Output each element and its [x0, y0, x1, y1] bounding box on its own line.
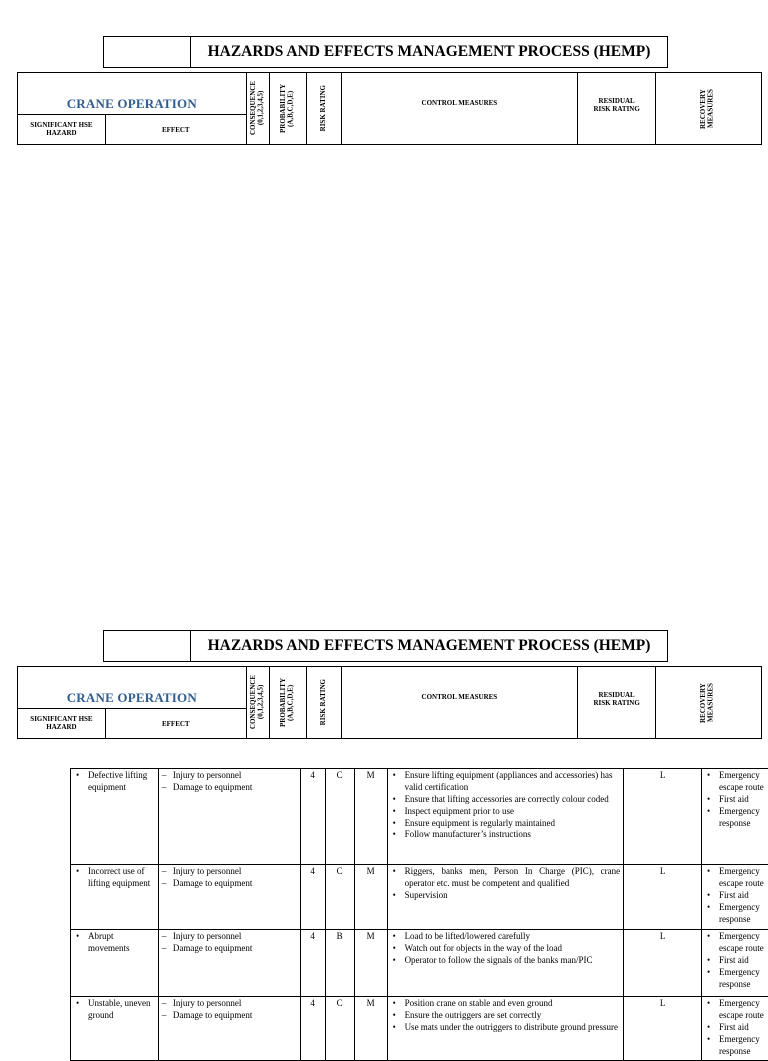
effect-header: EFFECT: [105, 115, 246, 145]
title-box: [103, 36, 668, 68]
effect-cell: – Injury to personnel – Damage to equipment: [158, 930, 300, 997]
document-title: HAZARDS AND EFFECTS MANAGEMENT PROCESS (HEMP): [191, 37, 667, 67]
consequence-cell: 4: [300, 865, 325, 930]
table-row: [71, 930, 768, 997]
recovery-cell: • Emergency escape route • First aid • Emergency response: [701, 930, 768, 997]
recovery-measures-header: RECOVERY MEASURES: [656, 667, 762, 739]
recovery-cell: • Emergency escape route • First aid • Emergency response: [701, 769, 768, 865]
probability-cell: B: [325, 930, 354, 997]
crane-operation-heading: CRANE OPERATION: [18, 73, 247, 115]
consequence-cell: 4: [300, 997, 325, 1061]
probability-cell: C: [325, 769, 354, 865]
header-table: [17, 666, 762, 739]
risk-cell: M: [354, 930, 387, 997]
control-measures-header: CONTROL MEASURES: [341, 73, 578, 145]
table-row: [71, 769, 768, 865]
effect-header: EFFECT: [105, 709, 246, 739]
hazard-cell: • Defective lifting equipment: [71, 769, 159, 865]
title-blank-cell: [104, 631, 191, 661]
hazard-cell: • Abrupt movements: [71, 930, 159, 997]
recovery-measures-header: RECOVERY MEASURES: [656, 73, 762, 145]
probability-header: PROBABILITY (A,B,C,D,E): [269, 73, 306, 145]
document-title: HAZARDS AND EFFECTS MANAGEMENT PROCESS (HEMP): [191, 631, 667, 661]
consequence-header: CONSEQUENCE (0,1,2,3,4,5): [246, 73, 269, 145]
header-table: [17, 72, 762, 145]
table-row: [71, 865, 768, 930]
title-box: [103, 630, 668, 662]
hazard-cell: • Incorrect use of lifting equipment: [71, 865, 159, 930]
significant-hazard-header: SIGNIFICANT HSE HAZARD: [18, 709, 106, 739]
recovery-cell: • Emergency escape route • First aid • Emergency response: [701, 865, 768, 930]
hazard-cell: • Unstable, uneven ground: [71, 997, 159, 1061]
recovery-cell: • Emergency escape route • First aid • Emergency response: [701, 997, 768, 1061]
crane-operation-heading: CRANE OPERATION: [18, 667, 247, 709]
effect-cell: – Injury to personnel – Damage to equipment: [158, 769, 300, 865]
title-blank-cell: [104, 37, 191, 67]
residual-risk-header: RESIDUAL RISK RATING: [578, 667, 656, 739]
controls-cell: • Load to be lifted/lowered carefully • Watch out for objects in the way of the load • Operator to follow the signals of the banks man/PIC: [387, 930, 624, 997]
effect-cell: – Injury to personnel – Damage to equipment: [158, 865, 300, 930]
risk-rating-header: RISK RATING: [306, 73, 341, 145]
residual-cell: L: [624, 769, 702, 865]
controls-cell: • Position crane on stable and even ground • Ensure the outriggers are set correctly • Use mats under the outriggers to distribute ground pressure: [387, 997, 624, 1061]
probability-cell: C: [325, 997, 354, 1061]
residual-cell: L: [624, 997, 702, 1061]
significant-hazard-header: SIGNIFICANT HSE HAZARD: [18, 115, 106, 145]
risk-cell: M: [354, 769, 387, 865]
probability-cell: C: [325, 865, 354, 930]
table-row: [71, 997, 768, 1061]
residual-cell: L: [624, 930, 702, 997]
effect-cell: – Injury to personnel – Damage to equipment: [158, 997, 300, 1061]
consequence-cell: 4: [300, 769, 325, 865]
probability-header: PROBABILITY (A,B,C,D,E): [269, 667, 306, 739]
consequence-header: CONSEQUENCE (0,1,2,3,4,5): [246, 667, 269, 739]
controls-cell: • Ensure lifting equipment (appliances and accessories) has valid certification • Ensure that lifting accessories are correctly colour coded • Inspect equipment prior to use • Ensure equipment is regularly maintained • Follow manufacturer’s instructions: [387, 769, 624, 865]
risk-rating-header: RISK RATING: [306, 667, 341, 739]
controls-cell: • Riggers, banks men, Person In Charge (PIC), crane operator etc. must be competent and qualified • Supervision: [387, 865, 624, 930]
residual-risk-header: RESIDUAL RISK RATING: [578, 73, 656, 145]
risk-cell: M: [354, 997, 387, 1061]
residual-cell: L: [624, 865, 702, 930]
risk-cell: M: [354, 865, 387, 930]
consequence-cell: 4: [300, 930, 325, 997]
control-measures-header: CONTROL MEASURES: [341, 667, 578, 739]
hazard-table: [70, 768, 768, 1061]
